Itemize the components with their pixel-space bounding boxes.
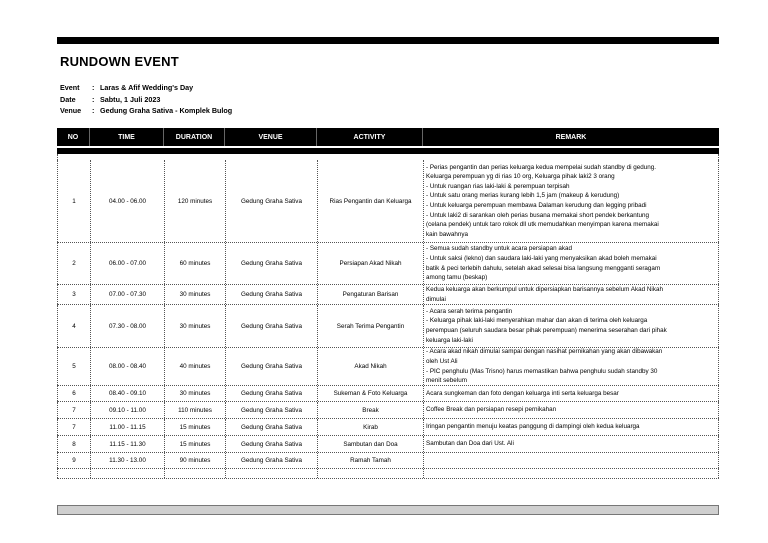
cell-time: 11.15 - 11.30 (90, 436, 164, 452)
cell-duration: 120 minutes (164, 160, 225, 242)
meta-row-venue (60, 105, 232, 117)
meta-row-date (60, 94, 232, 106)
cell-duration: 60 minutes (164, 243, 225, 284)
cell-activity: Persiapan Akad Nikah (317, 243, 423, 284)
cell-venue: Gedung Graha Sativa (225, 243, 317, 284)
table-row (57, 386, 719, 402)
cell-remark (423, 386, 719, 401)
cell-time: 11.30 - 13.00 (90, 453, 164, 468)
cell-activity: Sukeman & Foto Keluarga (317, 386, 423, 401)
cell-activity: Sambutan dan Doa (317, 436, 423, 452)
meta-value: Sabtu, 1 Juli 2023 (100, 94, 161, 104)
remark-line: Kedua keluarga akan berkumpul untuk dipersiapkan barisannya sebelum Akad Nikah (426, 285, 663, 293)
cell-time: 07.00 - 07.30 (90, 285, 164, 304)
header-no: NO (57, 128, 90, 146)
remark-line: Coffee Break dan persiapan resepi pernikahan (426, 406, 557, 414)
remark-line: Keluarga perempuan yg di rias 10 org, Keluarga pihak laki2 3 orang (426, 173, 615, 181)
table-row (57, 160, 719, 243)
cell-remark (423, 453, 719, 468)
remark-line: - Untuk ruangan rias laki-laki & perempuan terpisah (426, 182, 570, 190)
cell-no: 1 (57, 160, 90, 242)
header-duration: DURATION (164, 128, 225, 146)
cell-duration: 15 minutes (164, 436, 225, 452)
document-title: RUNDOWN EVENT (60, 54, 179, 69)
cell-no: 4 (57, 305, 90, 347)
remark-text (426, 389, 716, 399)
cell-remark (423, 160, 719, 242)
cell-duration: 30 minutes (164, 305, 225, 347)
remark-line: Iringan pengantin menuju keatas panggung di dampingi oleh kedua keluarga (426, 423, 640, 431)
cell-no: 7 (57, 419, 90, 435)
cell-activity: Akad Nikah (317, 348, 423, 385)
cell-venue: Gedung Graha Sativa (225, 419, 317, 435)
cell-no: 7 (57, 402, 90, 418)
meta-key: Venue (60, 106, 82, 115)
cell-activity: Kirab (317, 419, 423, 435)
cell-time: 08.00 - 08.40 (90, 348, 164, 385)
remark-line: batik & peci terlebih dahulu, setelah akad selesai bisa langsung mengganti seragam (426, 264, 661, 272)
remark-line: - Acara serah terima pengantin (426, 307, 513, 315)
cell-duration: 15 minutes (164, 419, 225, 435)
cell-venue: Gedung Graha Sativa (225, 386, 317, 401)
cell-duration: 110 minutes (164, 402, 225, 418)
remark-line: perempuan (seluruh saudara besar pihak perempuan) menerima seserahan dari pihak (426, 327, 667, 334)
cell-activity: Serah Terima Pengantin (317, 305, 423, 347)
cell-venue: Gedung Graha Sativa (225, 348, 317, 385)
remark-line: oleh Ust Ali (426, 357, 458, 365)
remark-line: among tamu (beskap) (426, 274, 488, 282)
remark-text (426, 422, 716, 432)
cell-time: 11.00 - 11.15 (90, 419, 164, 435)
cell-activity: Ramah Tamah (317, 453, 423, 468)
rundown-table (57, 128, 719, 479)
remark-text (426, 439, 716, 449)
cell-duration: 40 minutes (164, 348, 225, 385)
remark-line: dimulai (426, 295, 446, 303)
cell-duration: 30 minutes (164, 386, 225, 401)
table-footer-bar (57, 505, 719, 515)
cell-no: 8 (57, 436, 90, 452)
header-activity: ACTIVITY (317, 128, 423, 146)
top-black-bar (57, 37, 719, 44)
cell-remark (423, 305, 719, 347)
cell-activity: Rias Pengantin dan Keluarga (317, 160, 423, 242)
cell-no: 9 (57, 453, 90, 468)
remark-line: kain bawahnya (426, 230, 469, 238)
meta-row-event (60, 82, 232, 94)
cell-remark (423, 436, 719, 452)
event-meta (60, 82, 232, 117)
cell-remark (423, 402, 719, 418)
empty-cell (90, 469, 164, 478)
cell-no: 5 (57, 348, 90, 385)
remark-line: - Untuk satu orang merias kurang lebih 1,5 jam (makeup & kerudung) (426, 192, 620, 200)
cell-activity: Break (317, 402, 423, 418)
remark-line: (celana pendek) untuk taro rokok dll utk memudahkan menyimpan karena memakai (426, 221, 659, 229)
remark-line: Acara sungkeman dan foto dengan keluarga inti serta keluarga besar (426, 389, 619, 397)
remark-line: - Untuk saksi (lekno) dan saudara laki-laki yang menyaksikan akad boleh memakai (426, 254, 657, 262)
remark-text (426, 244, 716, 282)
meta-value: Laras & Afif Wedding's Day (100, 83, 194, 92)
cell-duration: 30 minutes (164, 285, 225, 304)
cell-no: 2 (57, 243, 90, 284)
cell-venue: Gedung Graha Sativa (225, 160, 317, 242)
table-row (57, 453, 719, 469)
remark-text (426, 285, 716, 304)
cell-remark (423, 419, 719, 435)
empty-cell (225, 469, 317, 478)
empty-cell (423, 469, 719, 478)
table-row (57, 243, 719, 285)
cell-time: 04.00 - 06.00 (90, 160, 164, 242)
remark-text (426, 307, 716, 345)
remark-line: keluarga laki-laki (426, 336, 473, 344)
cell-venue: Gedung Graha Sativa (225, 436, 317, 452)
meta-key: Date (60, 94, 76, 104)
table-row (57, 305, 719, 348)
cell-no: 3 (57, 285, 90, 304)
cell-venue: Gedung Graha Sativa (225, 285, 317, 304)
remark-line: - Untuk keluarga perempuan membawa Dalaman kerudung dan legging pribadi (426, 202, 647, 209)
cell-remark (423, 285, 719, 304)
cell-time: 09.10 - 11.00 (90, 402, 164, 418)
header-remark: REMARK (555, 133, 587, 141)
remark-line: menit sebelum (426, 377, 467, 385)
remark-text (426, 163, 716, 240)
meta-separator: : (92, 83, 95, 92)
meta-separator: : (92, 106, 95, 115)
remark-line: - Acara akad nikah dimulai sampai dengan nasihat pernikahan yang akan dibawakan (426, 348, 663, 356)
cell-activity: Pengaturan Barisan (317, 285, 423, 304)
meta-value: Gedung Graha Sativa - Komplek Bulog (100, 106, 233, 115)
table-header (57, 128, 719, 146)
cell-remark (423, 348, 719, 385)
empty-cell (164, 469, 225, 478)
header-time: TIME (90, 128, 164, 146)
remark-text (426, 348, 716, 385)
remark-line: - PIC penghulu (Mas Trisno) harus memastikan bahwa penghulu sudah standby 30 (426, 367, 658, 375)
remark-line: - Untuk laki2 di sarankan oleh perias busana memakai short pendek berkantung (426, 211, 649, 219)
cell-venue: Gedung Graha Sativa (225, 305, 317, 347)
remark-line: - Semua sudah standby untuk acara persiapan akad (426, 245, 572, 253)
header-venue: VENUE (225, 128, 317, 146)
cell-time: 07.30 - 08.00 (90, 305, 164, 347)
remark-line: Sambutan dan Doa dari Ust. Ali (426, 440, 514, 448)
cell-venue: Gedung Graha Sativa (225, 402, 317, 418)
empty-cell (57, 469, 90, 478)
cell-no: 6 (57, 386, 90, 401)
table-row (57, 348, 719, 386)
table-row (57, 419, 719, 436)
meta-key: Event (60, 83, 80, 92)
table-row (57, 402, 719, 419)
empty-cell (317, 469, 423, 478)
table-row (57, 285, 719, 305)
table-row-empty (57, 469, 719, 479)
remark-line: - Keluarga pihak laki-laki menyerahkan mahar dan akan di terima oleh keluarga (426, 317, 648, 325)
cell-time: 08.40 - 09.10 (90, 386, 164, 401)
remark-text (426, 405, 716, 415)
cell-venue: Gedung Graha Sativa (225, 453, 317, 468)
remark-line: - Perias pengantin dan perias keluarga kedua mempelai sudah standby di gedung. (426, 163, 656, 171)
meta-separator: : (92, 94, 95, 104)
table-body (57, 160, 719, 479)
cell-duration: 90 minutes (164, 453, 225, 468)
cell-time: 06.00 - 07.00 (90, 243, 164, 284)
table-row (57, 436, 719, 453)
cell-remark (423, 243, 719, 284)
